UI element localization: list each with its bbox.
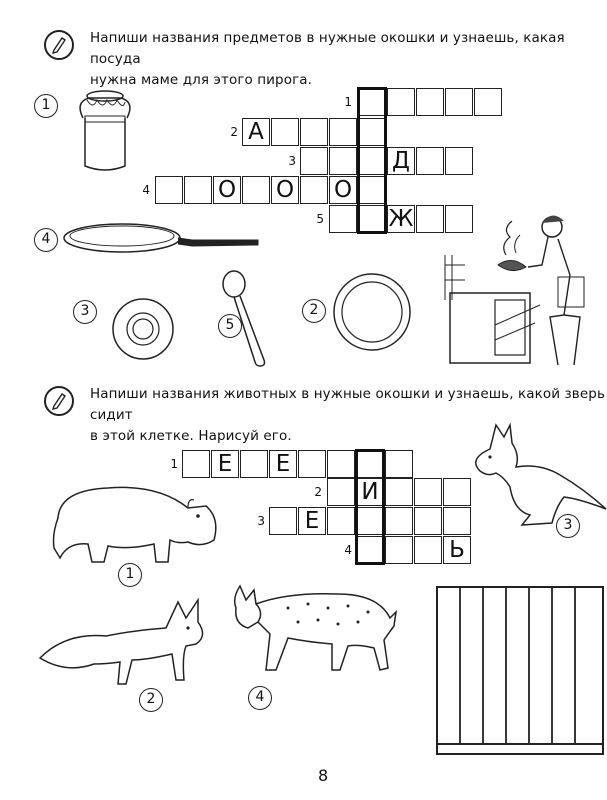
pencil-task-icon [44, 30, 74, 60]
item-number-badge: 3 [73, 300, 97, 324]
crossword-cell[interactable] [385, 478, 413, 506]
pencil-task-icon [44, 386, 74, 416]
row-number: 4 [344, 543, 352, 557]
crossword-cell[interactable] [329, 205, 357, 233]
task-2-line-2: в этой клетке. Нарисуй его. [90, 428, 292, 444]
crossword-cell[interactable] [414, 536, 442, 564]
animal-number-badge: 3 [556, 514, 580, 538]
crossword-cell[interactable] [240, 450, 268, 478]
kangaroo-icon [460, 415, 607, 535]
crossword-cell[interactable]: О [329, 176, 357, 204]
lynx-icon [228, 578, 408, 678]
row-number: 3 [257, 514, 265, 528]
crossword-cell[interactable] [242, 176, 270, 204]
row-number: 2 [230, 125, 238, 139]
cage-drawing-area[interactable] [436, 586, 606, 756]
crossword-cell[interactable] [271, 118, 299, 146]
bowl-icon [111, 297, 175, 361]
crossword-cell[interactable] [300, 118, 328, 146]
crossword-cell[interactable] [385, 450, 413, 478]
crossword-cell[interactable]: И [356, 478, 384, 506]
crossword-cell[interactable]: Е [211, 450, 239, 478]
row-number: 1 [170, 457, 178, 471]
crossword-cell[interactable]: О [213, 176, 241, 204]
item-number-badge: 5 [218, 314, 242, 338]
crossword-cell[interactable] [155, 176, 183, 204]
crossword-cell[interactable] [327, 450, 355, 478]
task-1-line-2: нужна маме для этого пирога. [90, 72, 313, 88]
row-number: 4 [142, 183, 150, 197]
crossword-cell[interactable] [445, 88, 473, 116]
crossword-cell[interactable] [387, 88, 415, 116]
task-1-line-1: Напиши названия предметов в нужные окошки и узнаешь, какая посуда [90, 30, 565, 67]
crossword-cell[interactable] [385, 536, 413, 564]
fox-icon [36, 588, 216, 698]
answer-column-highlight [355, 449, 385, 565]
task-2-line-1: Напиши названия животных в нужные окошки и узнаешь, какой зверь сидит [90, 386, 605, 423]
row-number: 1 [344, 95, 352, 109]
crossword-cell[interactable] [269, 507, 297, 535]
item-number-badge: 2 [302, 299, 326, 323]
crossword-cell[interactable] [184, 176, 212, 204]
task-1-instruction [90, 28, 600, 91]
crossword-cell[interactable]: Е [269, 450, 297, 478]
hippo-icon [38, 478, 218, 568]
crossword-cell[interactable] [414, 478, 442, 506]
crossword-cell[interactable] [416, 88, 444, 116]
crossword-cell[interactable]: Ь [443, 536, 471, 564]
crossword-cell[interactable] [327, 478, 355, 506]
page-number: 8 [318, 766, 329, 785]
crossword-cell[interactable] [445, 147, 473, 175]
crossword-cell[interactable] [474, 88, 502, 116]
crossword-cell[interactable]: О [271, 176, 299, 204]
crossword-cell[interactable]: Д [387, 147, 415, 175]
row-number: 5 [316, 212, 324, 226]
crossword-cell[interactable] [329, 118, 357, 146]
crossword-cell[interactable] [385, 507, 413, 535]
mother-baking-illustration [440, 205, 605, 375]
crossword-cell[interactable] [300, 147, 328, 175]
crossword-cell[interactable]: Ж [388, 206, 414, 232]
crossword-cell[interactable] [327, 507, 355, 535]
crossword-cell[interactable]: Е [298, 507, 326, 535]
item-number-badge: 1 [34, 94, 58, 118]
animal-number-badge: 1 [118, 563, 142, 587]
animal-number-badge: 4 [248, 686, 272, 710]
frying-pan-icon [62, 220, 262, 260]
answer-column-highlight [357, 87, 387, 234]
crossword-cell[interactable] [414, 507, 442, 535]
crossword-cell[interactable] [416, 147, 444, 175]
jar-icon [75, 88, 135, 173]
crossword-cell[interactable]: А [242, 118, 270, 146]
item-number-badge: 4 [34, 228, 58, 252]
row-number: 2 [314, 485, 322, 499]
plate-icon [332, 272, 412, 352]
crossword-cell[interactable] [300, 176, 328, 204]
crossword-cell[interactable] [298, 450, 326, 478]
row-number: 3 [288, 154, 296, 168]
crossword-cell[interactable] [329, 147, 357, 175]
animal-number-badge: 2 [139, 688, 163, 712]
crossword-cell[interactable] [182, 450, 210, 478]
